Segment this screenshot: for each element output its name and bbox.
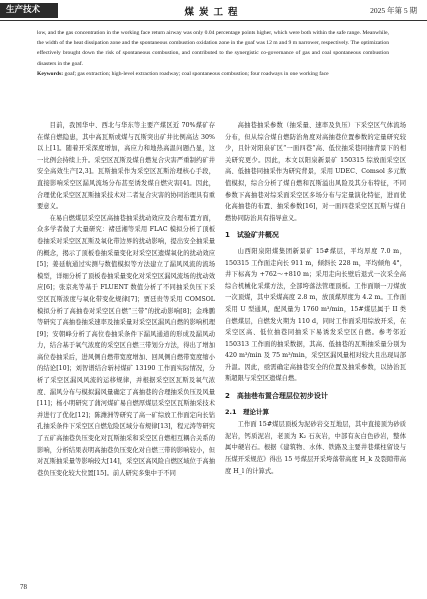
section-2-title: 2 高抽巷布置合理层位初步设计 xyxy=(225,392,328,401)
running-header xyxy=(0,0,427,20)
left-column xyxy=(37,120,215,590)
journal-name: 煤炭工程 xyxy=(184,7,243,18)
section-1-title: 1 试验矿井概况 xyxy=(225,231,279,240)
keywords-text: goaf; gas extraction; high-level extraction roadway; coal spontaneous combustion; four roadways in one working face xyxy=(64,70,329,77)
section-tab: 生产技术 xyxy=(0,3,58,18)
english-abstract xyxy=(37,28,389,79)
section-1-paragraph: 山西阳泉阳煤集团新景矿 15#煤层，平均厚度 7.0 m，150315 工作面走向长 911 m，倾斜长 228 m，平均倾角 4°，井下标高为 +762～+810 m；采用走向长壁后退式一次采全高综合机械化采煤方法，全部垮落法管理顶板。工作面顺一刀煤放一次顶煤，其中采煤高度 2.8 m，放顶煤厚度为 4.2 m。工作面采用 U 型通风，配风量为 1760 m³/min，15#煤层属于 II 类自燃煤层，自燃发火期为 110 d，同时工作面采用综放开采，在采空区高、低位抽巷同抽采下易诱发采空区自燃。参考邻近 150313 工作面的抽采数据，其高、低抽巷的瓦斯抽采量分别为 420 m³/min 及 75 m³/min，采空区漏风量相对较大且出现局部升温。因此，亟需确定高抽巷安全的位置及抽采参数，以协治瓦斯超限与采空区遗煤自燃。 xyxy=(225,247,406,383)
issue-label: 2025 年第 5 期 xyxy=(370,6,417,15)
intro-paragraph-3: 高抽巷抽采参数（抽采量、速率及负压）下采空区气体流场分布，但从综合煤自燃防治角度对高抽巷位置参数的定量研究较少，且针对阳泉矿区“一面四巷”高、低位抽采巷同抽背景下的相关研究更少。因此，本文以阳泉新景矿 150315 综放面采空区高、低抽巷同抽采作为研究背景，采用 UDEC、Comsol 多元数值模拟，综合分析了煤自燃和瓦斯溢出风险及其分布特征，不同参数下高抽巷对综采面采空区多场分布与定量演化特征，进而优化高抽巷的布置、抽采参数[16]，对一面四巷采空区瓦斯与煤自燃协同防治具有指导意义。 xyxy=(225,122,406,222)
intro-paragraph-2: 在易自燃煤层采空区高抽巷抽采扰动效应及合理布置方面，众多学者做了大量研究：褚廷湘等采用 FLAC 模拟分析了顶板卷抽采对采空区瓦斯及氧化带边界的扰动影响，提出安全抽采量的概念，揭示了顶板卷抽采量变化对采空区遗煤氧化的扰动效应[5]；姜延航通过实测与数值模拟等方法建立了漏风风流的流场模型，详细分析了顶板卷抽采量变化对采空区漏风流场的扰动效应[6]；张京兆等基于 FLUENT 数值分析了不同抽采负压下采空区瓦斯浓度与氧化带变化规律[7]；贾廷贵等采用 COMSOL 模拟分析了高抽卷对采空区自燃“三带”的扰动影响[8]；金珠鹏等研究了高抽卷抽采速率及抽采量对采空区漏风自燃的影响机理[9]；安朝峰分析了高位卷抽采条件下漏风通道的形成及漏风动力，结合基于氧气浓度的采空区自燃三带划分方法，得出了增加高位卷抽采后，进风侧自燃带宽度增加、回风侧自燃带宽度缩小的结论[10]；刘智谱结合斩村煤矿 13190 工作面实际情况，分析了采空区漏风风流的运移规律，并根据采空区瓦斯及氧气浓度、漏风分布与模拟漏风量确定了高抽巷的合理抽采负压及风量[11]；杨小明研究了蒲河煤矿易自燃厚煤层采空区瓦斯抽采技术并进行了优化[12]；陈潍洲等研究了高一矿综放工作面定向长钻孔抽采条件下采空区自燃危险区域分布规律[13]，程元涛等研究了五矿高抽巷负压变化对瓦斯抽采和采空区自燃相互耦合关系的影响，分析结果表明高抽巷负压变化对自燃三带的影响较小，但对瓦斯抽采量等影响较大[14]，采空区高风险自燃区域位于高抽巷负压变化较大位置[15]。前人研究多集中于不同 xyxy=(37,214,215,477)
intro-paragraph-1: 目前，我国华中、西北与华东等主要产煤区近 70%煤矿存在煤自燃隐患，其中高瓦斯或煤与瓦斯突出矿井比例高达 30%以上[1]。随着开采深度增加，高应力和地热高温问题凸显，这一比例会持续上升。采空区瓦斯及煤自燃复合灾害严重制约矿井安全高效生产[2,3]。瓦斯抽采作为采空区瓦斯治理核心手段，直接影响采空区漏风流场分布甚至诱发煤自燃灾害[4]。因此，合理优化采空区瓦斯抽采技术对二者复合灾害的协同治理具有重要意义。 xyxy=(37,122,215,211)
header-rule xyxy=(0,20,427,21)
page-number: 78 xyxy=(20,583,27,591)
section-2-1-title: 2.1 理论计算 xyxy=(225,407,270,416)
abstract-body: low, and the gas concentration in the working face return airway was only 0.04 percentage points higher, which were both within the safe range. Meanwhile, the width of the heat dissipation zone and the spontaneous combustion oxidation zone in the goaf was 12 m and 9 m narrower, respectively. The optimization effectively brought down the risk of spontaneous combustion, and contributed to the synergistic co-governance of gas and coal spontaneous combustion disasters in the goaf. xyxy=(37,30,389,67)
keywords-line xyxy=(37,69,389,79)
section-2-paragraph: 工作面 15#煤层顶板为泥砂岩交互地层，其中直接顶为砂质泥岩，钙质泥岩，老顶为 K₂ 石灰岩，中部有灰白色砂岩，整体属中硬岩石。根据《建筑物、水体、铁路及主要井巷煤柱留设与压煤开采规范》得出 15 号煤层开采垮落带高度 H_k 及裂隙带高度 H_l 的计算式。 xyxy=(225,421,406,475)
keywords-label: Keywords: xyxy=(37,70,64,77)
right-column xyxy=(225,120,406,590)
